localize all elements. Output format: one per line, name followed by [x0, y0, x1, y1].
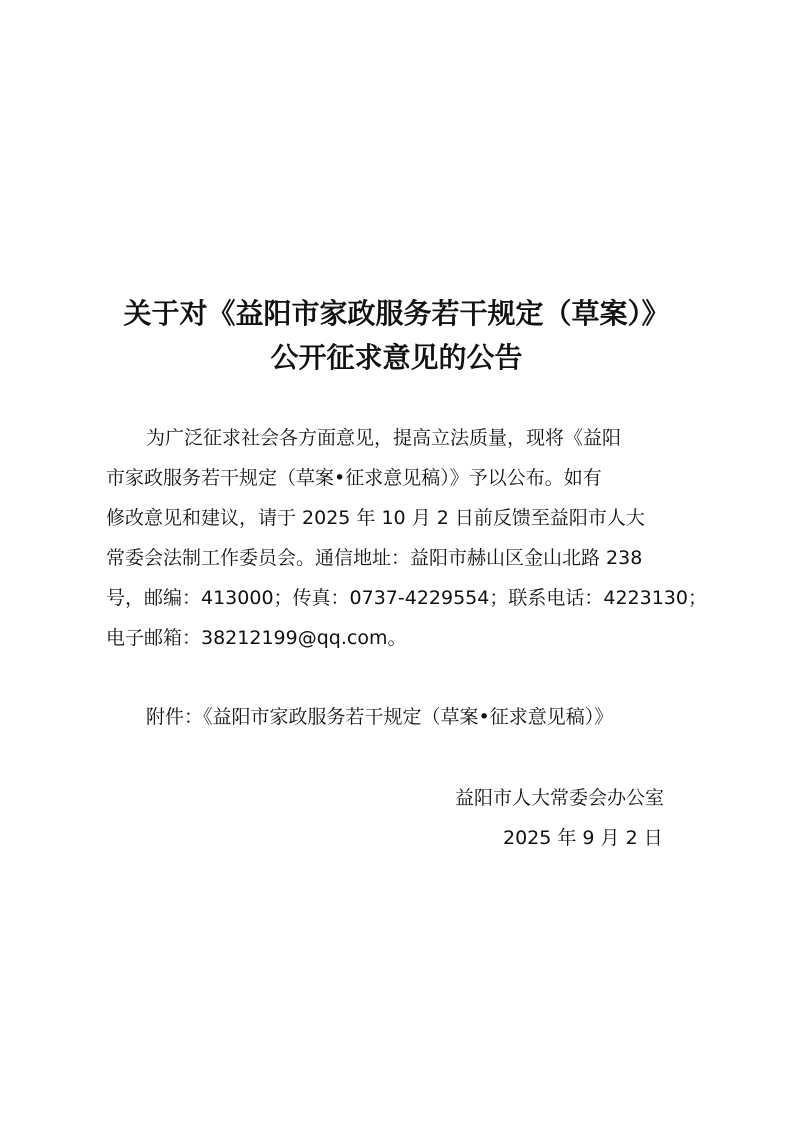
body-paragraph-line: 电子邮箱：38212199@qq.com。: [106, 627, 407, 649]
body-paragraph-line: 为广泛征求社会各方面意见，提高立法质量，现将《益阳: [146, 427, 622, 449]
body-paragraph-line: 常委会法制工作委员会。通信地址：益阳市赫山区金山北路 238: [106, 547, 643, 569]
attachment-line: 附件：《益阳市家政服务若干规定（草案•征求意见稿）》: [146, 706, 614, 728]
body-paragraph-line: 号，邮编：413000；传真：0737-4229554；联系电话：4223130；: [106, 587, 707, 609]
signer-organization: 益阳市人大常委会办公室: [455, 787, 665, 809]
issue-date: 2025 年 9 月 2 日: [503, 827, 663, 849]
body-paragraph-line: 修改意见和建议，请于 2025 年 10 月 2 日前反馈至益阳市人大: [106, 507, 645, 529]
document-title-line-2: 公开征求意见的公告: [270, 341, 523, 374]
document-title-line-1: 关于对《益阳市家政服务若干规定（草案）》: [123, 297, 670, 330]
body-paragraph-line: 市家政服务若干规定（草案•征求意见稿）》予以公布。如有: [106, 467, 602, 489]
